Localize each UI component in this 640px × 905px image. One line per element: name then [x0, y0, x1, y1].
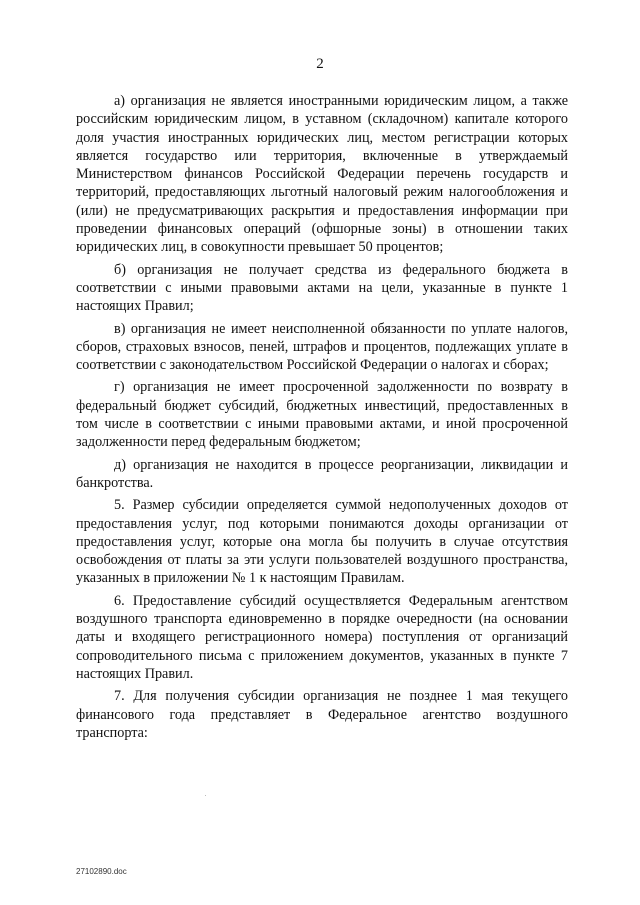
paragraph-g: г) организация не имеет просроченной задолженности по возврату в федеральный бюджет субсидий, бюджетных инвестиций, предоставленных в том числе в соответствии с иными правовыми актами, и иной просроченной задолженности перед федеральным бюджетом; [76, 379, 568, 451]
page-number: 2 [316, 56, 324, 72]
footer-filename: 27102890.doc [76, 867, 127, 876]
paragraph-d: д) организация не находится в процессе реорганизации, ликвидации и банкротства. [76, 456, 568, 491]
paragraph-a: а) организация не является иностранными юридическим лицом, а также российским юридическим лицом, в уставном (складочном) капитале которого доля участия иностранных юридических лиц, местом регистрации которых является государство или территория, включенные в утверждаемый Министерством финансов Российской Федерации перечень государств и территорий, предоставляющих льготный налоговый режим налогообложения и (или) не предусматривающих раскрытия и предоставления информации при проведении финансовых операций (офшорные зоны) в отношении таких юридических лиц, в совокупности превышает 50 процентов; [76, 93, 568, 256]
paragraph-5: 5. Размер субсидии определяется суммой недополученных доходов от предоставления услуг, под которыми понимаются доходы организации от предоставления услуг, которые она могла бы получить в случае отсутствия освобождения от платы за эти услуги пользователей воздушного пространства, указанных в приложении № 1 к настоящим Правилам. [76, 497, 568, 587]
paragraph-6: 6. Предоставление субсидий осуществляется Федеральным агентством воздушного транспорта единовременно в порядке очередности (на основании даты и входящего регистрационного номера) поступления от организаций сопроводительного письма с приложением документов, указанных в пункте 7 настоящих Правил. [76, 592, 568, 682]
document-body [76, 92, 568, 746]
paragraph-v: в) организация не имеет неисполненной обязанности по уплате налогов, сборов, страховых взносов, пеней, штрафов и процентов, подлежащих уплате в соответствии с законодательством Российской Федерации о налогах и сборах; [76, 320, 568, 374]
paragraph-7: 7. Для получения субсидии организация не позднее 1 мая текущего финансового года представляет в Федеральное агентство воздушного транспорта: [76, 688, 568, 741]
paragraph-b: б) организация не получает средства из федерального бюджета в соответствии с иными правовыми актами на цели, указанные в пункте 1 настоящих Правил; [76, 261, 568, 315]
scan-speck [205, 795, 206, 796]
